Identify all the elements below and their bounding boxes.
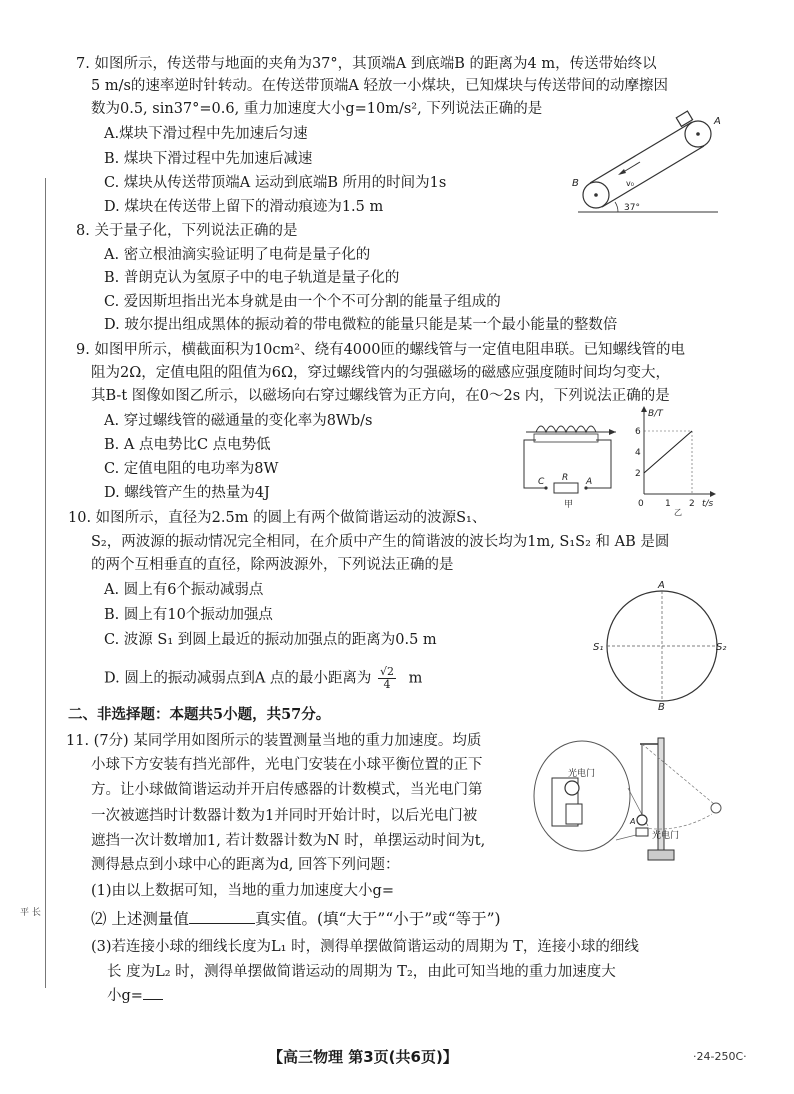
zoom-bubble [534,741,630,851]
label-b: B [658,702,665,710]
q11-sub2-pre: ⑵ 上述测量值 [91,910,189,928]
label-b: B [572,178,579,189]
xtick-1: 1 [665,499,671,509]
q11-sub1: (1)由以上数据可知，当地的重力加速度大小g= [91,883,394,899]
belt-top [590,122,692,183]
q7-line1: 7. 如图所示，传送带与地面的夹角为37°，其顶端A 到底端B 的距离为4 m，传送带始终以 [76,56,657,72]
label-a: A [714,116,721,127]
q11-sub3-line3-text: 小g= [107,988,143,1004]
q10-option-a: A. 圆上有6个振动减弱点 [104,582,264,598]
page-footer: 【高三物理 第3页(共6页)】 [268,1048,458,1066]
q8-option-a: A. 密立根油滴实验证明了电荷是量子化的 [104,247,371,263]
label-angle: 37° [624,203,640,213]
answer-blank [189,910,255,924]
answer-blank-2 [143,986,163,1000]
label-a: A [586,477,593,487]
q7-conveyor-figure [568,110,728,220]
q10-option-c: C. 波源 S₁ 到圆上最近的振动加强点的距离为0.5 m [104,632,437,648]
q11-line6: 测得悬点到小球中心的距离为d, 回答下列问题： [91,857,400,873]
q7-option-d: D. 煤块在传送带上留下的滑动痕迹为1.5 m [104,199,384,215]
q10-option-d-unit: m [408,670,423,687]
q10-option-d-fraction [378,666,396,691]
q8-option-d: D. 玻尔提出组成黑体的振动着的带电微粒的能量只能是某一个最小能量的整数倍 [104,317,618,333]
q10-line1: 10. 如图所示，直径为2.5m 的圆上有两个做简谐运动的波源S₁、 [68,510,487,526]
q9-line1: 9. 如图甲所示，横截面积为10cm²、绕有4000匝的螺线管与一定值电阻串联。已知螺线管的电 [76,342,685,358]
ytick-6: 6 [635,427,641,437]
q11-line4: 一次被遮挡时计数器计数为1并同时开始计时，以后光电门被 [91,808,478,824]
q9-option-a: A. 穿过螺线管的磁通量的变化率为8Wb/s [104,413,373,429]
q8-option-c: C. 爱因斯坦指出光本身就是由一个个不可分割的能量子组成的 [104,294,501,310]
q7-option-b: B. 煤块下滑过程中先加速后减速 [104,151,313,167]
caption-jia: 甲 [564,500,574,510]
margin-mark: 平 长 [20,908,41,918]
solenoid-coil [536,426,596,432]
ball-zoom [565,781,579,795]
q11-pendulum-figure [530,728,730,868]
exam-code: ·24-250C· [693,1050,747,1063]
xlabel: t/s [702,499,714,509]
label-s2: S₂ [716,642,727,653]
ball-rest [637,815,647,825]
q8-line1: 8. 关于量子化，下列说法正确的是 [76,223,298,239]
label-a: A [630,817,636,826]
q11-sub2 [91,909,501,929]
string-swing [642,744,714,804]
q9-option-d: D. 螺线管产生的热量为4J [104,485,270,501]
q11-sub2-post: 真实值。(填“大于”“小于”或“等于”) [254,910,501,928]
label-gate-zoom: 光电门 [568,769,596,779]
ytick-4: 4 [635,448,641,458]
ytick-2: 2 [635,469,641,479]
q11-line3: 方。让小球做简谐运动并开启传感器的计数模式，当光电门第 [91,782,483,798]
q9-bt-graph [630,404,720,516]
ylabel: B/T [648,409,663,419]
q7-line3: 数为0.5, sin37°=0.6, 重力加速度大小g=10m/s², 下列说法正确的是 [91,101,543,117]
binding-margin-line [45,178,46,988]
label-a: A [658,580,665,591]
xtick-0: 0 [638,499,644,509]
q11-sub3-line1: (3)若连接小球的细线长度为L₁ 时，测得单摆做简谐运动的周期为 T，连接小球的细线 [91,939,639,955]
fraction-numerator: √2 [380,665,395,678]
q11-sub3-line3 [107,986,163,1006]
q7-option-c: C. 煤块从传送带顶端A 运动到底端B 所用的时间为1s [104,175,447,191]
q10-circle-figure [592,580,732,710]
resistor [554,483,578,493]
fraction-denominator: 4 [383,678,391,691]
q9-circuit-figure [516,410,626,510]
q11-line5: 遮挡一次计数增加1, 若计数器计数为N 时，单摆运动时间为t, [91,833,486,849]
q9-option-c: C. 定值电阻的电功率为8W [104,461,279,477]
q9-line2: 阻为2Ω，定值电阻的阻值为6Ω，穿过螺线管内的匀强磁场的磁感应强度随时间均匀变大， [91,365,670,381]
xtick-2: 2 [689,499,695,509]
caption-yi: 乙 [674,508,682,516]
label-s1: S₁ [593,642,604,653]
label-r: R [562,473,569,483]
q9-option-b: B. A 点电势比C 点电势低 [104,437,271,453]
q8-option-b: B. 普朗克认为氢原子中的电子轨道是量子化的 [104,270,400,286]
label-v0: v₀ [626,179,634,188]
bt-line [644,431,692,473]
q7-option-a: A.煤块下滑过程中先加速后匀速 [104,126,308,142]
q11-sub3-line2: 长 度为L₂ 时，测得单摆做简谐运动的周期为 T₂，由此可知当地的重力加速度大 [107,964,616,980]
photogate [636,828,648,836]
q11-line1: 11. (7分) 某同学用如图所示的装置测量当地的重力加速度。均质 [66,733,482,749]
label-c: C [538,477,545,487]
q10-line2: S₂，两波源的振动情况完全相同，在介质中产生的简谐波的波长均为1m, S₁S₂ 和 AB 是圆 [91,534,670,550]
q10-option-d [104,666,422,691]
label-gate-main: 光电门 [652,831,680,841]
q7-line2: 5 m/s的速率逆时针转动。在传送带顶端A 轻放一小煤块，已知煤块与传送带间的动摩擦因 [91,78,668,94]
q11-line2: 小球下方安装有挡光部件，光电门安装在小球平衡位置的正下 [91,757,483,773]
ball-swing [711,803,721,813]
q10-option-d-text: D. 圆上的振动减弱点到A 点的最小距离为 [104,670,372,687]
q9-line3: 其B-t 图像如图乙所示，以磁场向右穿过螺线管为正方向，在0～2s 内，下列说法正确的是 [91,388,670,404]
q10-option-b: B. 圆上有10个振动加强点 [104,607,273,623]
belt-bottom [602,146,704,207]
section2-heading: 二、非选择题：本题共5小题，共57分。 [68,706,331,723]
q10-line3: 的两个互相垂直的直径，除两波源外，下列说法正确的是 [91,557,454,573]
